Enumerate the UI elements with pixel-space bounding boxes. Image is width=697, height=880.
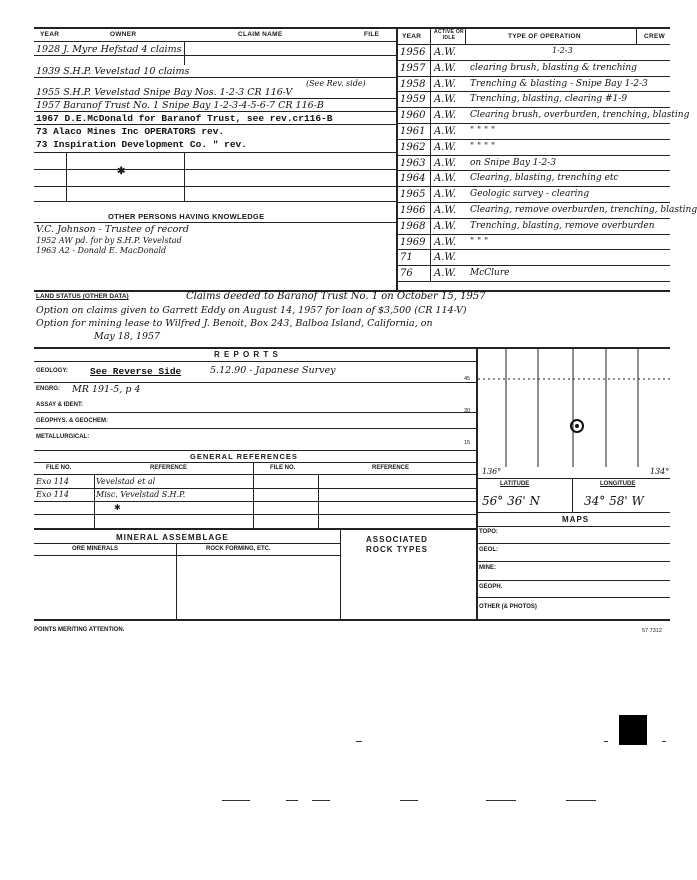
general-refs-top-rule bbox=[34, 450, 476, 451]
maps-geol: GEOL: bbox=[479, 547, 498, 553]
ops-row-divider bbox=[430, 202, 431, 218]
claims-row-5: 1967 D.E.McDonald for Baranof Trust, see rev.cr116-B bbox=[36, 113, 333, 124]
claims-rule-7 bbox=[34, 169, 396, 170]
rock-forming-label: ROCK FORMING, ETC. bbox=[206, 546, 271, 552]
ops-row-year: 1964 bbox=[400, 173, 426, 185]
stray-mark-2: ✱ bbox=[114, 503, 121, 512]
land-status-line-2: Option on claims given to Garrett Eddy on August 14, 1957 for loan of $3,500 (CR 114-V) bbox=[36, 305, 467, 316]
scan-mark-2 bbox=[286, 800, 298, 801]
gr-rule-3 bbox=[34, 514, 476, 515]
gr-row-1-file: Exo 114 bbox=[36, 477, 69, 486]
claims-col-divider-3 bbox=[184, 152, 185, 201]
metallurgical-label: METALLURGICAL: bbox=[36, 434, 90, 440]
ops-row-active: A.W. bbox=[434, 236, 457, 248]
reports-title: R E P O R T S bbox=[214, 350, 279, 359]
ops-row-divider bbox=[430, 139, 431, 155]
ops-row-rule bbox=[396, 123, 670, 124]
ops-row-year: 1960 bbox=[400, 110, 426, 122]
ops-row-type: Clearing, blasting, trenching etc bbox=[470, 173, 619, 184]
scan-mark-4 bbox=[400, 800, 418, 801]
claims-rule-6 bbox=[34, 152, 396, 153]
ops-row-divider bbox=[430, 186, 431, 202]
other-persons-line-1: V.C. Johnson - Trustee of record bbox=[36, 224, 189, 235]
claims-row-1: 1928 J. Myre Hefstad 4 claims bbox=[36, 44, 182, 55]
ops-row-year: 1961 bbox=[400, 126, 426, 137]
other-persons-rule bbox=[34, 222, 396, 223]
ops-row-rule bbox=[396, 91, 670, 92]
ops-row-type: McClure bbox=[470, 268, 510, 279]
ops-row-type: " " " " bbox=[470, 141, 496, 152]
claims-rule-2 bbox=[34, 77, 396, 78]
claims-row-6: 73 Alaco Mines Inc OPERATORS rev. bbox=[36, 126, 225, 137]
stray-mark: ✱ bbox=[117, 166, 126, 177]
ops-col-divider-crew bbox=[636, 27, 637, 44]
ops-row-rule bbox=[396, 265, 670, 266]
claims-header-rule bbox=[34, 41, 396, 42]
ops-row-rule bbox=[396, 107, 670, 108]
scan-mark-3 bbox=[312, 800, 330, 801]
ops-row-year: 1965 bbox=[400, 189, 426, 201]
mineral-top-rule bbox=[34, 528, 476, 530]
map-grid bbox=[478, 349, 670, 467]
ops-header-year: YEAR bbox=[402, 33, 422, 40]
geophys-rule bbox=[34, 428, 476, 429]
maps-label-rule bbox=[476, 526, 670, 527]
form-number: 57 7312 bbox=[642, 628, 662, 634]
mineral-col-1 bbox=[176, 543, 177, 619]
gr-header-ref-1: REFERENCE bbox=[150, 465, 188, 471]
ops-row-divider bbox=[430, 60, 431, 76]
land-status-line-1: Claims deeded to Baranof Trust No. 1 on October 15, 1957 bbox=[186, 291, 486, 302]
gr-header-file-1: FILE NO. bbox=[46, 465, 72, 471]
ops-row-year: 1959 bbox=[400, 94, 426, 106]
claims-row-2: 1939 S.H.P. Vevelstad 10 claims bbox=[36, 66, 190, 77]
engrg-label: ENGRG: bbox=[36, 386, 60, 392]
ops-row-active: A.W. bbox=[434, 173, 457, 185]
latitude-value: 56° 36' N bbox=[482, 494, 540, 508]
maps-rule-2 bbox=[476, 561, 670, 562]
ops-row-divider bbox=[430, 265, 431, 281]
claims-col-divider-1 bbox=[66, 152, 67, 201]
claims-rule-3 bbox=[34, 98, 396, 99]
ops-header-type: TYPE OF OPERATION bbox=[508, 33, 581, 40]
gr-row-2-file: Exo 114 bbox=[36, 490, 69, 499]
mineral-col-2 bbox=[340, 528, 341, 619]
geology-extra: 5.12.90 - Japanese Survey bbox=[210, 365, 336, 376]
land-status-label: LAND STATUS (OTHER DATA) bbox=[36, 293, 129, 300]
ops-row-type: Trenching & blasting - Snipe Bay 1-2-3 bbox=[470, 78, 648, 89]
ops-row-rule bbox=[396, 170, 670, 171]
ops-row-rule bbox=[396, 234, 670, 235]
mineral-bottom-rule bbox=[34, 619, 670, 621]
claims-header-owner: OWNER bbox=[110, 31, 137, 38]
ops-header-crew: CREW bbox=[644, 33, 666, 40]
ops-row-year: 1966 bbox=[400, 205, 426, 216]
general-refs-title: GENERAL REFERENCES bbox=[190, 452, 298, 461]
ops-row-rule bbox=[396, 249, 670, 250]
mineral-title-rule bbox=[34, 543, 340, 544]
ops-row-active: A.W. bbox=[434, 268, 457, 280]
other-persons-title: OTHER PERSONS HAVING KNOWLEDGE bbox=[108, 212, 265, 221]
ops-header-active: ACTIVE OR IDLE bbox=[434, 29, 464, 41]
reports-title-rule bbox=[34, 361, 476, 362]
claims-rule-1 bbox=[34, 55, 396, 56]
ops-row-rule bbox=[396, 139, 670, 140]
ops-row-active: A.W. bbox=[434, 189, 457, 201]
maps-title-rule bbox=[476, 512, 670, 513]
scan-mark-7 bbox=[356, 741, 362, 742]
claims-row-3: 1955 S.H.P. Vevelstad Snipe Bay Nos. 1-2-3 CR 116-V bbox=[36, 87, 293, 98]
ops-row-divider bbox=[430, 249, 431, 265]
ops-row-rule bbox=[396, 186, 670, 187]
ops-row-type: Trenching, blasting, clearing #1-9 bbox=[470, 94, 628, 105]
maps-rule-4 bbox=[476, 597, 670, 598]
ops-row-rule bbox=[396, 155, 670, 156]
other-persons-line-2: 1952 AW pd. for by S.H.P. Vevelstad bbox=[36, 236, 182, 245]
gr-header-file-2: FILE NO. bbox=[270, 465, 296, 471]
scan-mark-5 bbox=[486, 800, 516, 801]
gr-row-1-ref: Vevelstad et al bbox=[96, 477, 156, 486]
ops-row-rule bbox=[396, 202, 670, 203]
ore-minerals-label: ORE MINERALS bbox=[72, 546, 119, 552]
ops-row-divider bbox=[430, 218, 431, 234]
ops-row-rule bbox=[396, 218, 670, 219]
gr-rule-2 bbox=[34, 501, 476, 502]
maps-rule-1 bbox=[476, 543, 670, 544]
claims-rule-8 bbox=[34, 186, 396, 187]
ops-row-divider bbox=[430, 234, 431, 250]
ops-row-rule bbox=[396, 76, 670, 77]
assay-label: ASSAY & IDENT: bbox=[36, 402, 84, 408]
longitude-label: LONGITUDE bbox=[600, 481, 636, 487]
map-scale-30: 30 bbox=[464, 408, 471, 414]
ops-row-type: Trenching, blasting, remove overburden bbox=[470, 220, 655, 231]
other-persons-line-3: 1963 A2 - Donald E. MacDonald bbox=[36, 246, 167, 255]
geology-rule bbox=[34, 382, 476, 383]
map-coords-rule bbox=[476, 478, 670, 479]
map-scale-15: 15 bbox=[464, 440, 471, 446]
ops-row-divider bbox=[430, 91, 431, 107]
ops-col-divider-year bbox=[430, 27, 431, 44]
claims-ops-divider bbox=[396, 27, 398, 290]
latitude-label: LATITUDE bbox=[500, 481, 530, 487]
ops-row-active: A.W. bbox=[434, 94, 457, 106]
claims-header-year: YEAR bbox=[40, 31, 60, 38]
ops-row-active: A.W. bbox=[434, 62, 457, 74]
claims-row-7: 73 Inspiration Development Co. " rev. bbox=[36, 139, 247, 150]
maps-rule-3 bbox=[476, 580, 670, 581]
scan-black-block bbox=[619, 715, 647, 745]
ops-row-active: A.W. bbox=[434, 47, 457, 58]
ops-row-type: Clearing, remove overburden, trenching, blasting bbox=[470, 205, 697, 215]
ops-row-year: 1957 bbox=[400, 62, 426, 74]
points-meriting-attention: POINTS MERITING ATTENTION. bbox=[34, 627, 125, 633]
gr-header-rule bbox=[34, 474, 476, 475]
ops-row-active: A.W. bbox=[434, 205, 457, 216]
coords-col-divider bbox=[572, 478, 573, 512]
ops-row-active: A.W. bbox=[434, 126, 457, 137]
ops-note-123: 1-2-3 bbox=[552, 46, 573, 55]
ops-row-year: 76 bbox=[400, 268, 413, 280]
general-refs-title-rule bbox=[34, 462, 476, 463]
engrg-value: MR 191-5, p 4 bbox=[72, 384, 141, 395]
scan-mark-8 bbox=[604, 741, 608, 742]
ops-row-divider bbox=[430, 155, 431, 171]
maps-label: MAPS bbox=[562, 515, 590, 524]
ops-row-divider bbox=[430, 123, 431, 139]
ops-row-year: 1958 bbox=[400, 78, 426, 90]
ops-row-divider bbox=[430, 76, 431, 92]
claims-header-claim-name: CLAIM NAME bbox=[238, 31, 283, 38]
geophys-label: GEOPHYS. & GEOCHEM: bbox=[36, 418, 109, 424]
maps-topo: TOPO: bbox=[479, 529, 498, 535]
mineral-title: MINERAL ASSEMBLAGE bbox=[116, 533, 229, 542]
gr-row-2-ref: Misc. Vevelstad S.H.P. bbox=[96, 490, 186, 499]
ops-row-year: 1962 bbox=[400, 141, 426, 153]
assoc-title-2: ROCK TYPES bbox=[366, 545, 429, 554]
ops-row-active: A.W. bbox=[434, 141, 457, 153]
map-scale-45: 45 bbox=[464, 376, 471, 382]
ops-row-divider bbox=[430, 44, 431, 60]
ops-row-type: Geologic survey - clearing bbox=[470, 189, 590, 200]
gr-col-2 bbox=[253, 462, 254, 528]
land-status-line-3: Option for mining lease to Wilfred J. Benoit, Box 243, Balboa Island, California, on bbox=[36, 318, 433, 329]
ops-row-type: clearing brush, blasting & trenching bbox=[470, 62, 637, 73]
ops-header-rule bbox=[396, 44, 670, 45]
scan-mark-6 bbox=[566, 800, 596, 801]
maps-other: OTHER (& PHOTOS) bbox=[479, 604, 537, 610]
location-map bbox=[478, 349, 670, 467]
geology-value: See Reverse Side bbox=[90, 366, 182, 377]
ops-row-rule bbox=[396, 60, 670, 61]
claims-rule-4 bbox=[34, 111, 396, 112]
claims-rule-9 bbox=[34, 201, 396, 202]
geology-label: GEOLOGY: bbox=[36, 368, 68, 374]
ops-row-divider bbox=[430, 107, 431, 123]
ops-row-type: " " " " bbox=[470, 126, 496, 136]
maps-geophys: GEOPH. bbox=[479, 584, 503, 590]
ops-row-rule bbox=[396, 281, 670, 282]
assay-rule bbox=[34, 412, 476, 413]
maps-mine: MINE: bbox=[479, 565, 496, 571]
map-lon-right: 134° bbox=[650, 467, 670, 476]
gr-rule-1 bbox=[34, 488, 476, 489]
claims-see-rev-note: (See Rev. side) bbox=[306, 79, 366, 88]
form-top-border bbox=[34, 27, 670, 29]
ops-row-year: 71 bbox=[400, 252, 413, 264]
mineral-header-rule bbox=[34, 555, 340, 556]
ops-col-divider-active bbox=[465, 27, 466, 44]
claims-col-divider-2 bbox=[184, 41, 185, 65]
claims-header-file: FILE bbox=[364, 31, 380, 38]
ops-row-type: " " " bbox=[470, 236, 489, 247]
ops-row-type: Clearing brush, overburden, trenching, blasting bbox=[470, 110, 690, 121]
ops-row-active: A.W. bbox=[434, 110, 457, 122]
ops-row-year: 1968 bbox=[400, 220, 426, 232]
scan-mark-1 bbox=[222, 800, 250, 801]
ops-row-active: A.W. bbox=[434, 78, 457, 90]
ops-row-divider bbox=[430, 170, 431, 186]
claims-rule-5 bbox=[34, 124, 396, 125]
longitude-value: 34° 58' W bbox=[584, 494, 644, 508]
land-status-line-4: May 18, 1957 bbox=[94, 331, 161, 342]
ops-row-active: A.W. bbox=[434, 252, 457, 264]
ops-row-year: 1963 bbox=[400, 157, 426, 169]
assoc-title-1: ASSOCIATED bbox=[366, 535, 428, 544]
ops-row-year: 1956 bbox=[400, 47, 426, 58]
map-lon-left: 136° bbox=[482, 467, 502, 476]
ops-row-type: on Snipe Bay 1-2-3 bbox=[470, 157, 557, 168]
ops-row-year: 1969 bbox=[400, 236, 426, 248]
ops-row-active: A.W. bbox=[434, 220, 457, 232]
claims-row-4: 1957 Baranof Trust No. 1 Snipe Bay 1-2-3-4-5-6-7 CR 116-B bbox=[36, 100, 324, 111]
scan-mark-9 bbox=[662, 741, 666, 742]
ops-row-active: A.W. bbox=[434, 157, 457, 169]
gr-header-ref-2: REFERENCE bbox=[372, 465, 410, 471]
